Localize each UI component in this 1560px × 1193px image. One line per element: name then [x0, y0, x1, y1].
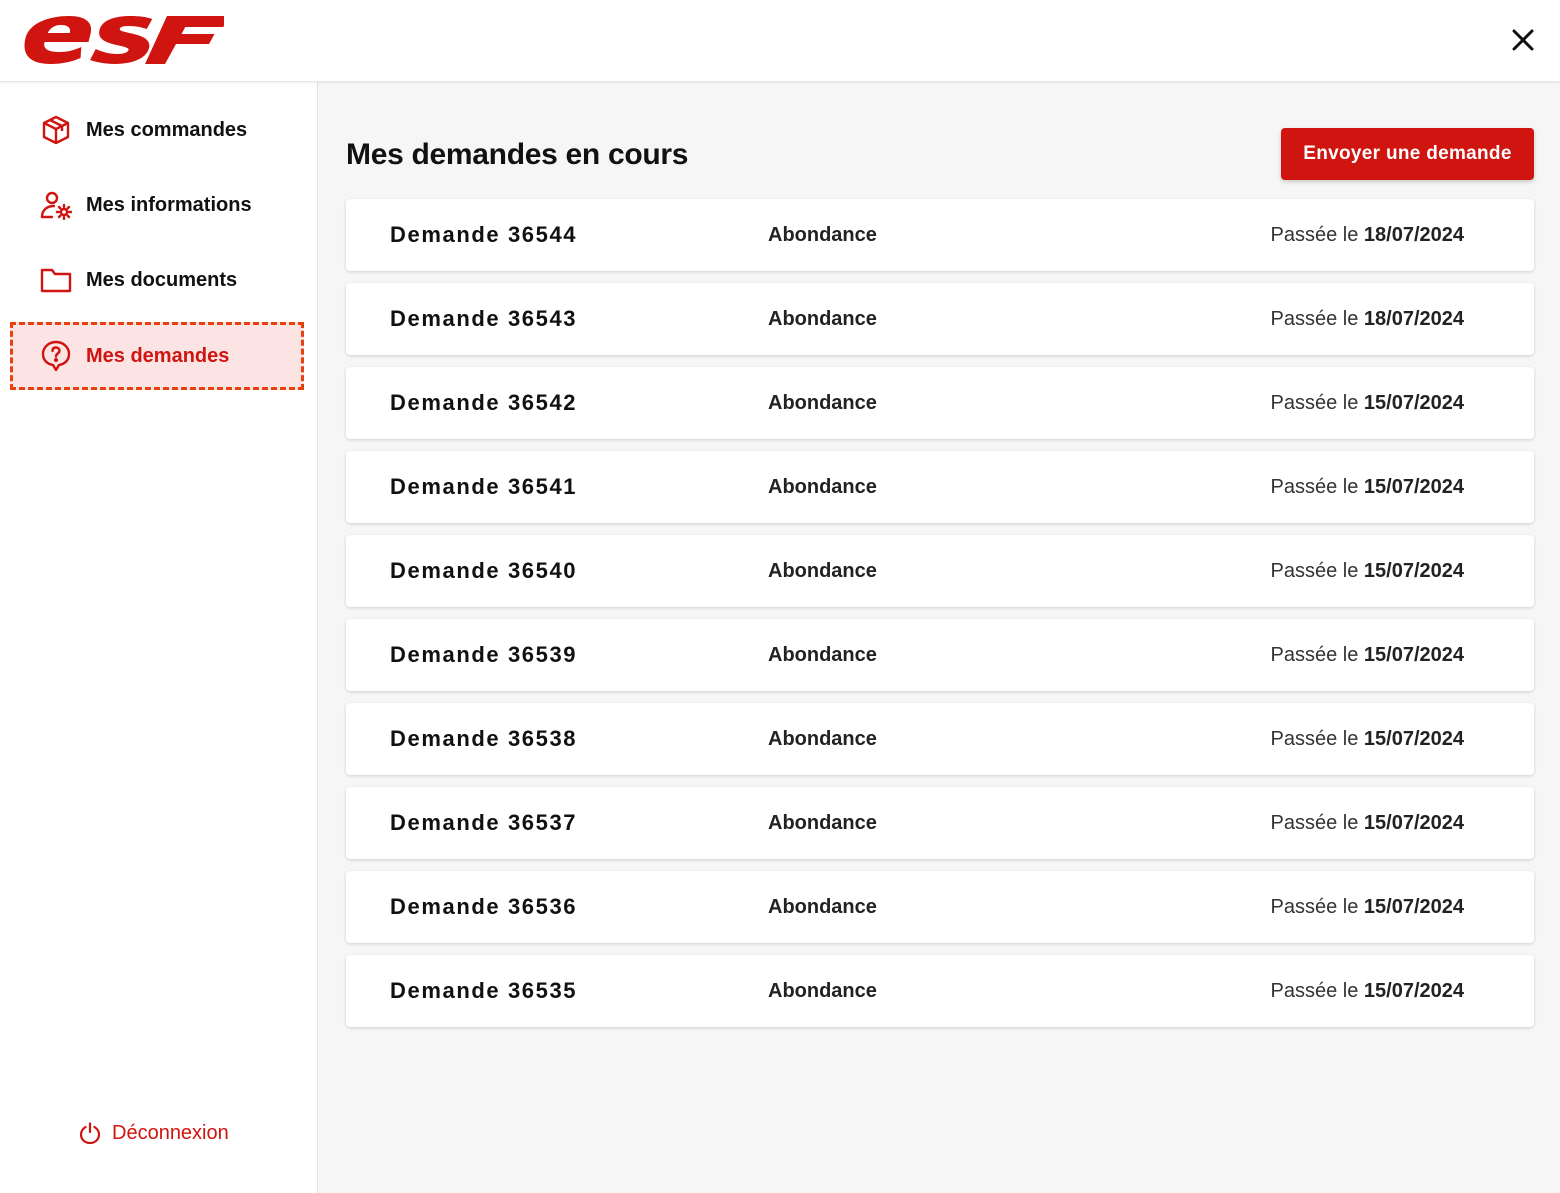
close-button[interactable] — [1500, 20, 1546, 60]
request-resort: Abondance — [768, 728, 877, 750]
request-row[interactable] — [346, 955, 1534, 1027]
request-name: Demande 36542 — [390, 390, 578, 415]
power-icon — [78, 1121, 102, 1145]
user-settings-icon — [40, 189, 72, 221]
date-prefix: Passée le — [1270, 812, 1359, 834]
sidebar-item-mes-demandes[interactable] — [10, 322, 304, 390]
date-value: 15/07/2024 — [1363, 392, 1464, 414]
request-row[interactable] — [346, 619, 1534, 691]
sidebar-item-label: Mes informations — [86, 193, 252, 216]
folder-icon — [40, 264, 72, 296]
date-prefix: Passée le — [1270, 980, 1359, 1002]
date-prefix: Passée le — [1270, 308, 1359, 330]
send-request-button[interactable]: Envoyer une demande — [1281, 128, 1534, 180]
date-value: 18/07/2024 — [1363, 308, 1464, 330]
request-date — [1270, 703, 1464, 775]
date-prefix: Passée le — [1270, 644, 1359, 666]
request-list — [346, 199, 1534, 1039]
date-value: 15/07/2024 — [1363, 728, 1464, 750]
request-date — [1270, 283, 1464, 355]
date-prefix: Passée le — [1270, 224, 1359, 246]
date-value: 15/07/2024 — [1363, 476, 1464, 498]
sidebar-item-mes-commandes[interactable] — [10, 98, 304, 162]
request-date — [1270, 451, 1464, 523]
esf-logo-mark — [12, 12, 224, 66]
request-row[interactable] — [346, 787, 1534, 859]
request-resort: Abondance — [768, 560, 877, 582]
top-header — [0, 0, 1560, 82]
request-row[interactable] — [346, 367, 1534, 439]
request-name: Demande 36540 — [390, 558, 578, 583]
date-prefix: Passée le — [1270, 896, 1359, 918]
question-bubble-icon — [40, 340, 72, 372]
request-name: Demande 36544 — [390, 222, 578, 247]
date-value: 15/07/2024 — [1363, 980, 1464, 1002]
package-icon — [40, 114, 72, 146]
request-date — [1270, 955, 1464, 1027]
request-row[interactable] — [346, 703, 1534, 775]
request-resort: Abondance — [768, 644, 877, 666]
request-name: Demande 36541 — [390, 474, 578, 499]
sidebar-item-label: Mes commandes — [86, 118, 248, 141]
logout-label: Déconnexion — [112, 1121, 229, 1144]
request-resort: Abondance — [768, 980, 877, 1002]
request-resort: Abondance — [768, 812, 877, 834]
sidebar-item-mes-documents[interactable] — [10, 248, 304, 312]
main-content — [318, 82, 1560, 1193]
request-name: Demande 36543 — [390, 306, 578, 331]
request-row[interactable] — [346, 451, 1534, 523]
request-date — [1270, 367, 1464, 439]
request-date — [1270, 619, 1464, 691]
date-value: 18/07/2024 — [1363, 224, 1464, 246]
request-name: Demande 36539 — [390, 642, 578, 667]
request-row[interactable] — [346, 871, 1534, 943]
request-resort: Abondance — [768, 476, 877, 498]
esf-logo[interactable] — [12, 12, 224, 66]
request-resort: Abondance — [768, 392, 877, 414]
request-resort: Abondance — [768, 308, 877, 330]
date-prefix: Passée le — [1270, 728, 1359, 750]
date-value: 15/07/2024 — [1363, 812, 1464, 834]
sidebar — [0, 82, 318, 1193]
date-value: 15/07/2024 — [1363, 644, 1464, 666]
request-resort: Abondance — [768, 224, 877, 246]
request-date — [1270, 787, 1464, 859]
close-icon — [1511, 28, 1535, 52]
request-name: Demande 36537 — [390, 810, 578, 835]
request-row[interactable] — [346, 535, 1534, 607]
date-value: 15/07/2024 — [1363, 560, 1464, 582]
request-name: Demande 36536 — [390, 894, 578, 919]
request-date — [1270, 199, 1464, 271]
request-date — [1270, 535, 1464, 607]
date-prefix: Passée le — [1270, 392, 1359, 414]
request-resort: Abondance — [768, 896, 877, 918]
date-value: 15/07/2024 — [1363, 896, 1464, 918]
sidebar-item-label: Mes documents — [86, 268, 238, 291]
date-prefix: Passée le — [1270, 476, 1359, 498]
request-name: Demande 36535 — [390, 978, 578, 1003]
sidebar-item-label: Mes demandes — [86, 344, 230, 367]
request-date — [1270, 871, 1464, 943]
date-prefix: Passée le — [1270, 560, 1359, 582]
page-title: Mes demandes en cours — [346, 138, 689, 171]
logout-button[interactable] — [78, 1118, 229, 1148]
request-name: Demande 36538 — [390, 726, 578, 751]
request-row[interactable] — [346, 283, 1534, 355]
request-row[interactable] — [346, 199, 1534, 271]
sidebar-item-mes-informations[interactable] — [10, 173, 304, 237]
